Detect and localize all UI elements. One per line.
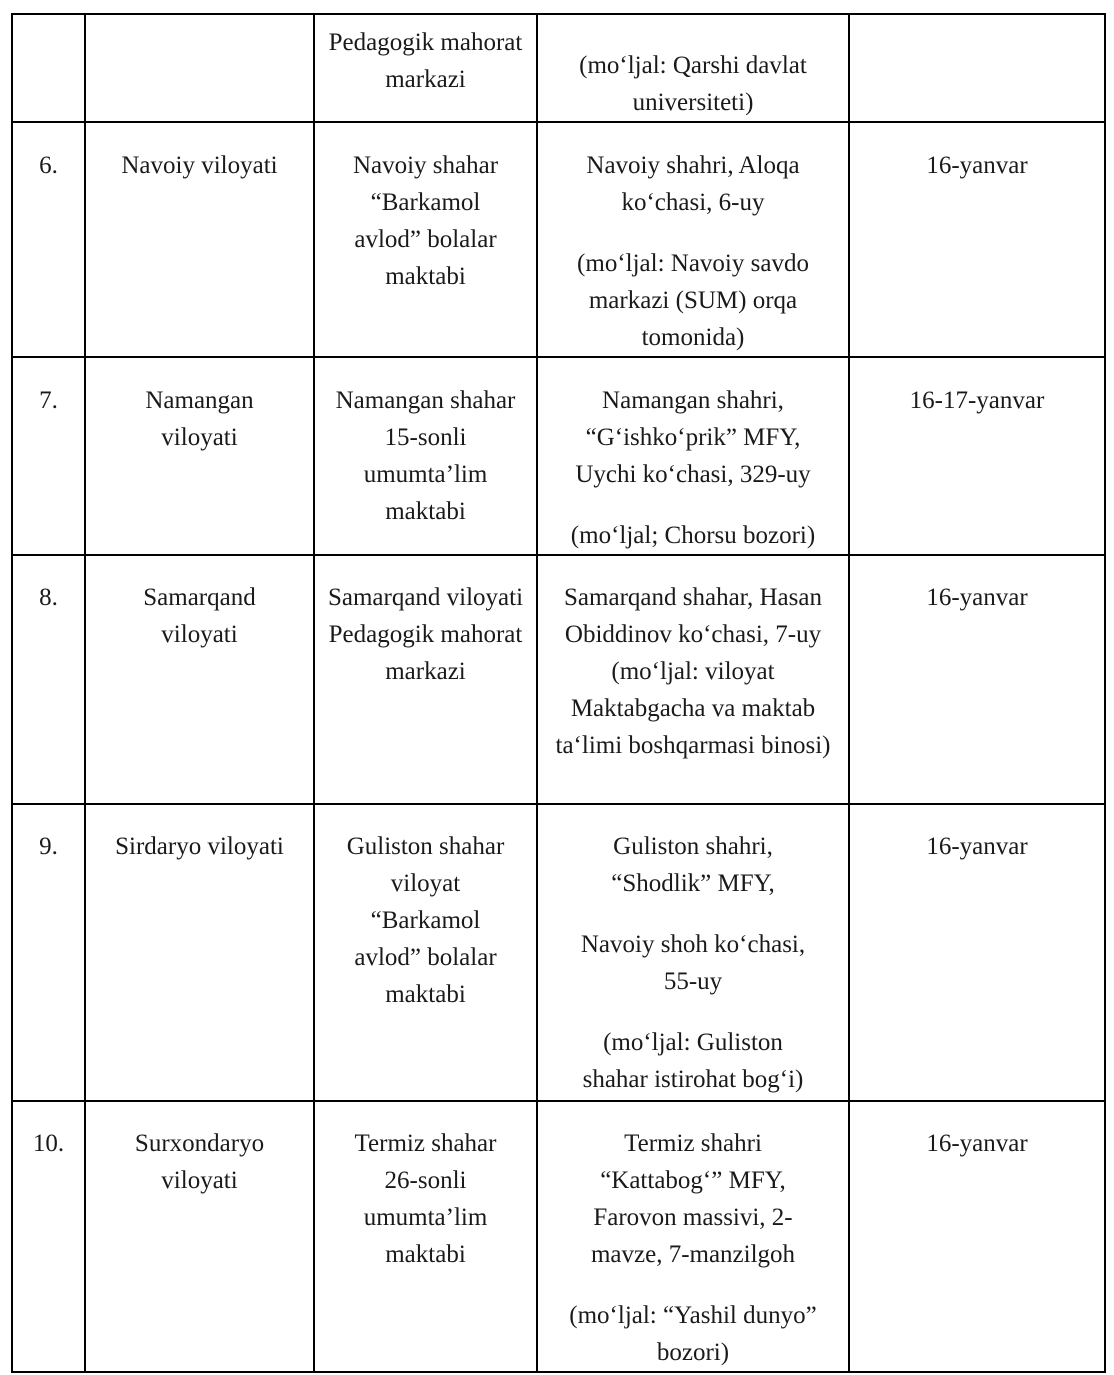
table-row [12,1101,1105,1372]
venue-cell: Termiz shahar 26-sonli umumta’lim maktabi [314,1101,537,1372]
region-cell: Sirdaryo viloyati [85,804,314,1101]
address-line: Guliston shahri, “Shodlik” MFY, [611,833,775,897]
row-number: 7. [12,357,85,555]
region-cell: Samarqand viloyati [85,555,314,804]
address-cell [537,122,849,357]
address-cell [537,1101,849,1372]
row-number: 9. [12,804,85,1101]
table-row [12,555,1105,804]
address-line: Namangan shahri, “G‘ishko‘prik” MFY, Uychi ko‘chasi, 329-uy [575,387,811,488]
date-cell: 16-yanvar [849,1101,1105,1372]
region-cell: Navoiy viloyati [85,122,314,357]
address-cell [537,14,849,122]
venue-cell: Samarqand viloyati Pedagogik mahorat markazi [314,555,537,804]
venue-cell: Guliston shahar viloyat “Barkamol avlod” bolalar maktabi [314,804,537,1101]
address-landmark: (mo‘ljal: Navoiy savdo markazi (SUM) orqa tomonida) [577,250,809,351]
date-cell: 16-yanvar [849,555,1105,804]
table-row [12,357,1105,555]
table-row [12,804,1105,1101]
schedule-table [11,13,1106,1373]
row-number: 6. [12,122,85,357]
address-line: Termiz shahri “Kattabog‘” MFY, Farovon massivi, 2-mavze, 7-manzilgoh [590,1130,796,1268]
date-cell: 16-17-yanvar [849,357,1105,555]
address-line: Navoiy shoh ko‘chasi, 55-uy [580,931,806,995]
table-row [12,122,1105,357]
address-cell [537,555,849,804]
date-cell: 16-yanvar [849,804,1105,1101]
address-cell [537,357,849,555]
row-number [12,14,85,122]
date-cell: 16-yanvar [849,122,1105,357]
address-line: Samarqand shahar, Hasan Obiddinov ko‘chasi, 7-uy [564,584,822,648]
address-landmark: (mo‘ljal: Guliston shahar istirohat bog‘i) [582,1029,804,1093]
address-landmark: (mo‘ljal: “Yashil dunyo” bozori) [569,1302,817,1366]
address-landmark: (mo‘ljal: viloyat Maktabgacha va maktab ta‘limi boshqarmasi binosi) [555,658,831,759]
venue-cell [314,14,537,122]
venue-cell: Navoiy shahar “Barkamol avlod” bolalar maktabi [314,122,537,357]
address-landmark: (mo‘ljal: Qarshi davlat universiteti) [579,52,807,116]
address-line: Navoiy shahri, Aloqa ko‘chasi, 6-uy [586,152,800,216]
date-cell [849,14,1105,122]
region-cell: Surxondaryo viloyati [85,1101,314,1372]
row-number: 8. [12,555,85,804]
table-row [12,14,1105,122]
venue-text: Pedagogik mahorat markazi [328,29,523,93]
region-cell [85,14,314,122]
venue-cell: Namangan shahar 15-sonli umumta’lim maktabi [314,357,537,555]
row-number: 10. [12,1101,85,1372]
region-cell: Namangan viloyati [85,357,314,555]
address-cell [537,804,849,1101]
address-landmark: (mo‘ljal; Chorsu bozori) [570,522,816,549]
